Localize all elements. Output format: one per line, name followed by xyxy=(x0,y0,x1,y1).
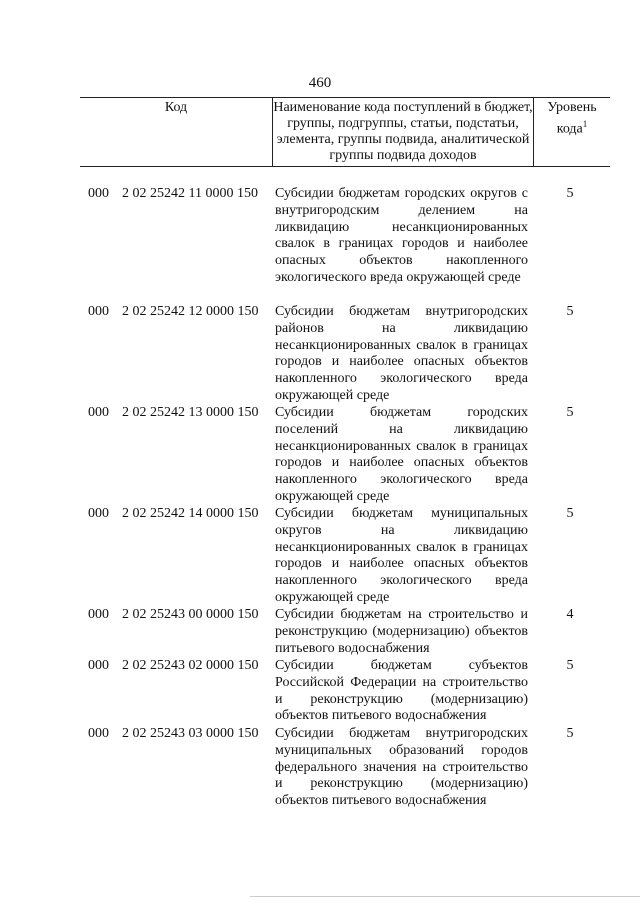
table-row xyxy=(0,186,640,304)
header-level-label: Уровень кода xyxy=(547,100,597,137)
table-header xyxy=(80,97,610,167)
row-prefix: 000 xyxy=(88,726,109,741)
table-body xyxy=(0,186,640,811)
page-edge-line xyxy=(250,896,640,897)
row-prefix: 000 xyxy=(88,186,109,201)
row-level: 5 xyxy=(566,405,574,420)
header-level xyxy=(534,98,610,166)
table-row xyxy=(0,304,640,405)
row-level: 4 xyxy=(566,607,574,622)
header-level-footnote: 1 xyxy=(582,119,588,129)
row-name: Субсидии бюджетам на строительство и реконструкцию (модернизацию) объектов питьевого водоснабжения xyxy=(275,607,528,656)
row-name: Субсидии бюджетам внутригородских районов на ликвидацию несанкционированных свалок в границах городов и наиболее опасных объектов накопленного экологического вреда окружающей среде xyxy=(275,304,528,403)
row-code: 2 02 25243 03 0000 150 xyxy=(122,726,259,741)
row-prefix: 000 xyxy=(88,607,109,622)
row-name: Субсидии бюджетам внутригородских муниципальных образований городов федерального значения на строительство и реконструкцию (модернизацию) объектов питьевого водоснабжения xyxy=(275,726,528,809)
row-code: 2 02 25242 11 0000 150 xyxy=(122,186,258,201)
table-row xyxy=(0,607,640,658)
row-prefix: 000 xyxy=(88,304,109,319)
row-level: 5 xyxy=(566,304,574,319)
row-name: Субсидии бюджетам субъектов Российской Федерации на строительство и реконструкцию (модернизацию) объектов питьевого водоснабжения xyxy=(275,658,528,724)
row-code: 2 02 25242 14 0000 150 xyxy=(122,506,259,521)
row-name: Субсидии бюджетам городских округов с внутригородским делением на ликвидацию несанкционированных свалок в границах городов и наиболее опасных объектов накопленного экологического вреда окружающей среде xyxy=(275,186,528,285)
row-prefix: 000 xyxy=(88,658,109,673)
table-row xyxy=(0,658,640,726)
row-code: 2 02 25243 00 0000 150 xyxy=(122,607,259,622)
table-row xyxy=(0,405,640,506)
page-number: 460 xyxy=(308,75,332,91)
row-code: 2 02 25242 12 0000 150 xyxy=(122,304,259,319)
row-name: Субсидии бюджетам городских поселений на ликвидацию несанкционированных свалок в границах городов и наиболее опасных объектов накопленного экологического вреда окружающей среде xyxy=(275,405,528,504)
row-level: 5 xyxy=(566,726,574,741)
row-name: Субсидии бюджетам муниципальных округов на ликвидацию несанкционированных свалок в границах городов и наиболее опасных объектов накопленного экологического вреда окружающей среде xyxy=(275,506,528,605)
table-row xyxy=(0,506,640,607)
row-prefix: 000 xyxy=(88,405,109,420)
row-code: 2 02 25243 02 0000 150 xyxy=(122,658,259,673)
row-prefix: 000 xyxy=(88,506,109,521)
row-level: 5 xyxy=(566,506,574,521)
row-code: 2 02 25242 13 0000 150 xyxy=(122,405,259,420)
row-level: 5 xyxy=(566,186,574,201)
row-level: 5 xyxy=(566,658,574,673)
table-row xyxy=(0,726,640,811)
header-code: Код xyxy=(80,98,273,166)
header-name: Наименование кода поступлений в бюджет, группы, подгруппы, статьи, подстатьи, элемента, группы подвида, аналитической группы подвида доходов xyxy=(273,98,534,166)
